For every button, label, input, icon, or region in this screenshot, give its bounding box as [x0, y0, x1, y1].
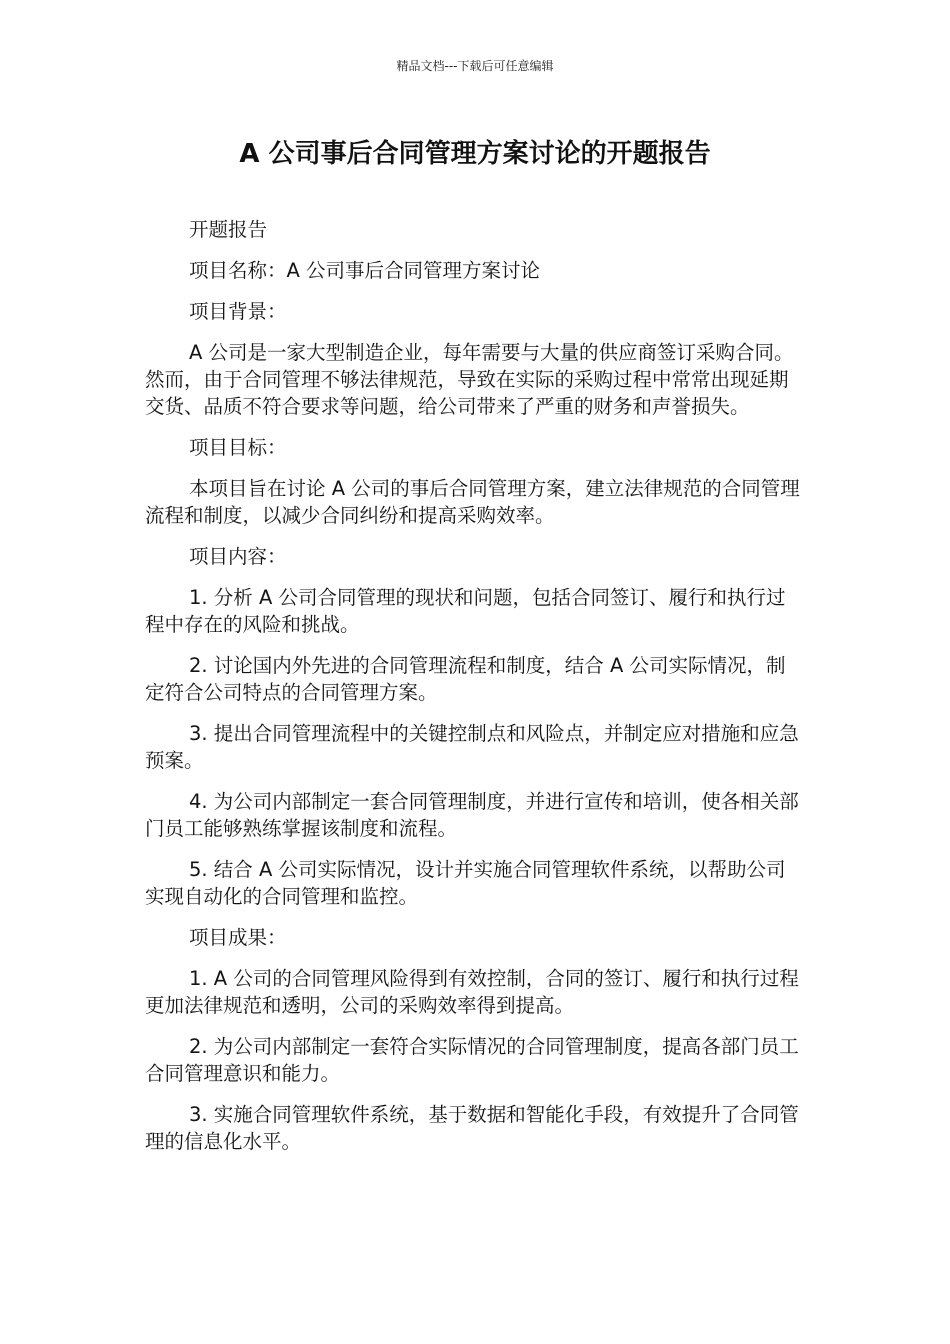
header-note: 精品文档---下载后可任意编辑: [396, 59, 554, 73]
paragraph-background-text: A 公司是一家大型制造企业，每年需要与大量的供应商签订采购合同。然而，由于合同管理不够法律规范，导致在实际的采购过程中常常出现延期交货、品质不符合要求等问题，给公司带来了严重的财务和声誉损失。: [145, 341, 794, 418]
paragraph-background-heading: 项目背景：: [189, 300, 287, 323]
paragraph-content-heading: 项目内容：: [189, 545, 287, 568]
paragraph-project-name: 项目名称：A 公司事后合同管理方案讨论: [189, 259, 541, 282]
paragraph-content-item-2: 2. 讨论国内外先进的合同管理流程和制度，结合 A 公司实际情况，制定符合公司特点的合同管理方案。: [145, 654, 786, 704]
paragraph-results-item-1: 1. A 公司的合同管理风险得到有效控制，合同的签订、履行和执行过程更加法律规范和透明，公司的采购效率得到提高。: [145, 967, 799, 1017]
document-title: A 公司事后合同管理方案讨论的开题报告: [239, 139, 711, 169]
paragraph-content-item-3: 3. 提出合同管理流程中的关键控制点和风险点，并制定应对措施和应急预案。: [145, 722, 799, 772]
paragraph-results-item-2: 2. 为公司内部制定一套符合实际情况的合同管理制度，提高各部门员工合同管理意识和能力。: [145, 1035, 799, 1085]
paragraph-goal-heading: 项目目标：: [189, 436, 287, 459]
paragraph-results-item-3: 3. 实施合同管理软件系统，基于数据和智能化手段，有效提升了合同管理的信息化水平。: [145, 1103, 799, 1153]
paragraph-goal-text: 本项目旨在讨论 A 公司的事后合同管理方案，建立法律规范的合同管理流程和制度，以减少合同纠纷和提高采购效率。: [145, 477, 800, 527]
paragraph-content-item-4: 4. 为公司内部制定一套合同管理制度，并进行宣传和培训，使各相关部门员工能够熟练掌握该制度和流程。: [145, 790, 799, 840]
paragraph-content-item-1: 1. 分析 A 公司合同管理的现状和问题，包括合同签订、履行和执行过程中存在的风险和挑战。: [145, 586, 786, 636]
document-body: [145, 216, 805, 1169]
paragraph-results-heading: 项目成果：: [189, 926, 287, 949]
paragraph-content-item-5: 5. 结合 A 公司实际情况，设计并实施合同管理软件系统，以帮助公司实现自动化的合同管理和监控。: [145, 858, 786, 908]
paragraph-heading-report: 开题报告: [189, 218, 268, 241]
